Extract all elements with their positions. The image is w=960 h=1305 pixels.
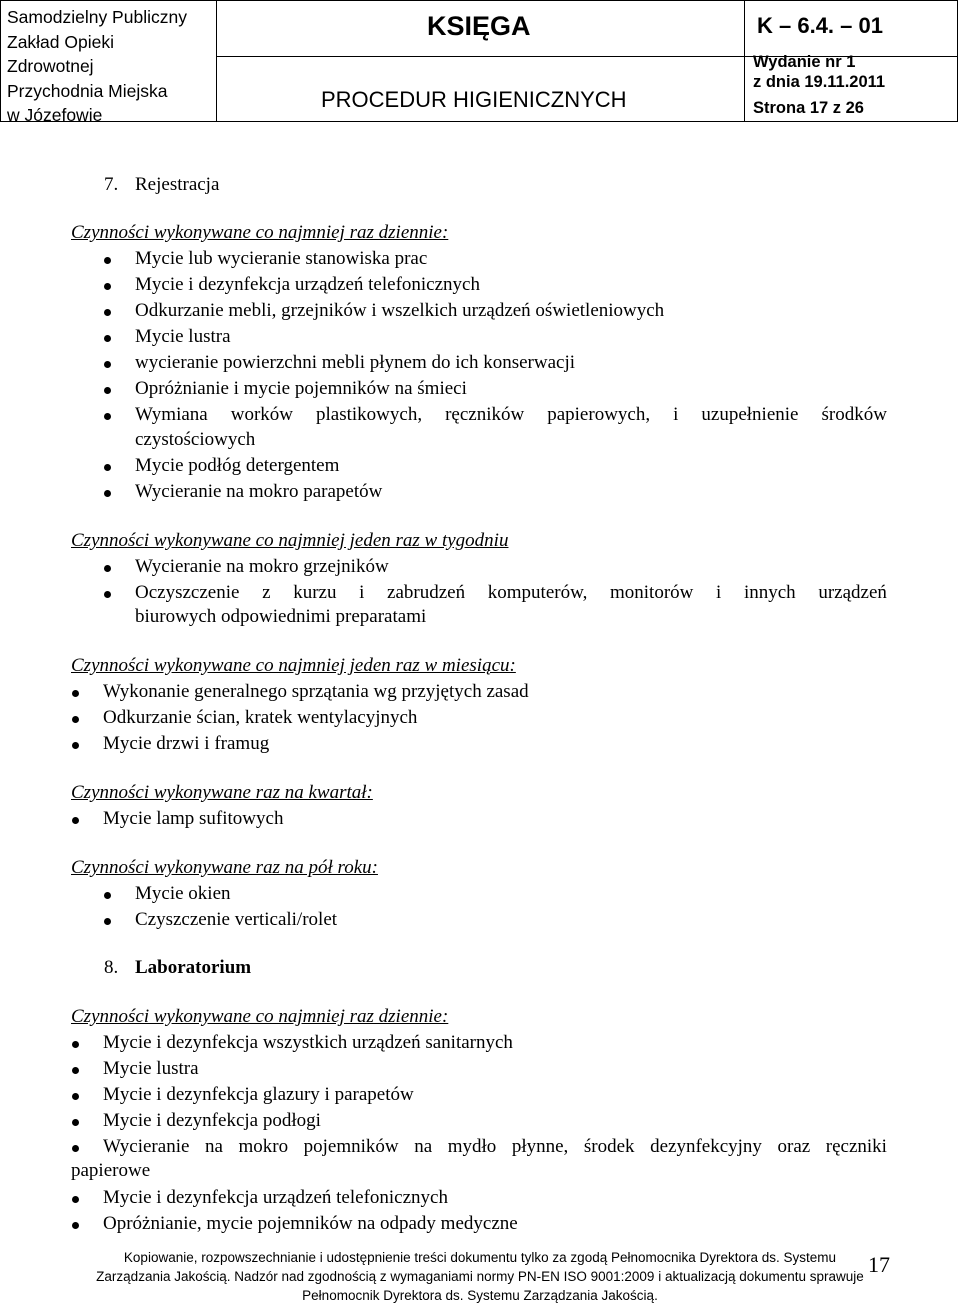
list-item: Mycie i dezynfekcja urządzeń telefonicznych — [103, 1187, 448, 1208]
page-footer — [0, 1248, 960, 1305]
word: kurzu — [293, 582, 337, 603]
bullet-icon — [72, 1222, 79, 1229]
word: środek — [583, 1136, 635, 1157]
edition-number: Wydanie nr 1 — [753, 53, 856, 71]
word: innych — [743, 582, 796, 603]
bullet-icon — [104, 490, 111, 497]
footer-line: Kopiowanie, rozpowszechnianie i udostępnienie treści dokumentu tylko za zgodą Pełnomocnika Dyrektora ds. Systemu — [123, 1250, 837, 1265]
list-item: Mycie lub wycieranie stanowiska prac — [135, 248, 428, 269]
org-name-line: Zakład Opieki — [7, 31, 114, 52]
frequency-heading: Czynności wykonywane raz na kwartał: — [71, 782, 373, 803]
word: komputerów, — [487, 582, 588, 603]
org-name-line: Zdrowotnej — [7, 56, 94, 76]
word: ręczniki — [825, 1136, 887, 1157]
word: z — [262, 582, 271, 603]
bullet-icon — [72, 1067, 79, 1074]
list-item: Wycieranie na mokro parapetów — [135, 481, 383, 502]
meta-cell — [745, 1, 957, 121]
word: uzupełnienie — [701, 404, 799, 425]
bullet-icon — [72, 1093, 79, 1100]
list-item: Mycie i dezynfekcja podłogi — [103, 1110, 321, 1131]
org-name-line: Przychodnia Miejska — [7, 80, 168, 101]
footer-line: Zarządzania Jakością. Nadzór nad zgodnością z wymaganiami normy PN-EN ISO 9001:2009 i aktualizacją dokumentu sprawuje — [96, 1269, 864, 1284]
bullet-icon — [104, 413, 111, 420]
section-number: 8. — [104, 957, 119, 978]
list-item-justified — [135, 582, 887, 604]
bullet-icon — [72, 716, 79, 723]
list-item-continuation: biurowych odpowiednimi preparatami — [135, 606, 427, 627]
list-item: Mycie lustra — [135, 326, 231, 347]
page-number: 17 — [868, 1252, 890, 1277]
list-item: Wycieranie na mokro grzejników — [135, 556, 389, 577]
edition-info — [753, 52, 885, 92]
document-header — [0, 0, 958, 125]
frequency-heading: Czynności wykonywane co najmniej raz dziennie: — [71, 1006, 449, 1027]
list-item: Opróżnianie, mycie pojemników na odpady medyczne — [103, 1213, 518, 1234]
bullet-icon — [104, 918, 111, 925]
word: Wycieranie — [103, 1136, 190, 1157]
list-item: Mycie drzwi i framug — [103, 733, 270, 754]
bullet-icon — [104, 565, 111, 572]
list-item: Mycie lustra — [103, 1058, 199, 1079]
list-item: Mycie okien — [135, 883, 231, 904]
bullet-icon — [104, 464, 111, 471]
list-item: Czyszczenie verticali/rolet — [135, 909, 338, 930]
document-title: KSIĘGA — [427, 11, 531, 41]
footer-line: Pełnomocnik Dyrektora ds. Systemu Zarządzania Jakością. — [302, 1288, 658, 1303]
word: zabrudzeń — [387, 582, 466, 603]
list-item: Odkurzanie mebli, grzejników i wszelkich urządzeń oświetleniowych — [135, 300, 665, 321]
bullet-icon — [104, 361, 111, 368]
bullet-icon — [104, 335, 111, 342]
edition-date: z dnia 19.11.2011 — [753, 73, 886, 91]
list-item-continuation: czystościowych — [135, 429, 256, 450]
bullet-icon — [104, 387, 111, 394]
list-item: Mycie podłóg detergentem — [135, 455, 340, 476]
list-item-justified — [135, 404, 887, 426]
list-item: Opróżnianie i mycie pojemników na śmieci — [135, 378, 467, 399]
frequency-heading: Czynności wykonywane co najmniej jeden raz w miesiącu: — [71, 655, 516, 676]
bullet-icon — [72, 1041, 79, 1048]
bullet-icon — [72, 1119, 79, 1126]
word: i — [673, 404, 679, 425]
section-number: 7. — [104, 174, 119, 195]
list-item: Mycie i dezynfekcja glazury i parapetów — [103, 1084, 414, 1105]
frequency-heading: Czynności wykonywane co najmniej raz dziennie: — [71, 222, 449, 243]
word: Wymiana — [135, 404, 208, 425]
word: plastikowych, — [316, 404, 423, 425]
title-cell — [217, 1, 745, 121]
word: środków — [821, 404, 887, 425]
word: i — [359, 582, 365, 603]
word: papierowych, — [547, 404, 651, 425]
word: dezynfekcyjny — [650, 1136, 762, 1157]
bullet-icon — [104, 309, 111, 316]
list-item-justified — [103, 1136, 887, 1158]
organization-cell — [1, 1, 217, 125]
bullet-icon — [104, 283, 111, 290]
word: worków — [230, 404, 293, 425]
list-item: wycieranie powierzchni mebli płynem do ich konserwacji — [135, 352, 576, 373]
document-subtitle: PROCEDUR HIGIENICZNYCH — [321, 87, 627, 112]
word: mydło — [447, 1136, 497, 1157]
word: ręczników — [445, 404, 525, 425]
org-name-line: Samodzielny Publiczny — [7, 7, 187, 27]
list-item-continuation: papierowe — [71, 1160, 151, 1181]
word: płynne, — [511, 1136, 569, 1157]
list-item: Odkurzanie ścian, kratek wentylacyjnych — [103, 707, 418, 728]
word: urządzeń — [818, 582, 887, 603]
page-info: Strona 17 z 26 — [753, 99, 864, 117]
document-code: K – 6.4. – 01 — [757, 13, 883, 38]
bullet-icon — [104, 591, 111, 598]
bullet-icon — [72, 1145, 79, 1152]
list-item: Wykonanie generalnego sprzątania wg przyjętych zasad — [103, 681, 529, 702]
word: monitorów — [609, 582, 694, 603]
bullet-icon — [72, 817, 79, 824]
word: na — [414, 1136, 433, 1157]
word: mokro — [238, 1136, 289, 1157]
word: Oczyszczenie — [135, 582, 240, 603]
frequency-heading: Czynności wykonywane raz na pół roku: — [71, 857, 378, 878]
section-title: Rejestracja — [135, 174, 220, 195]
bullet-icon — [72, 690, 79, 697]
list-item: Mycie i dezynfekcja wszystkich urządzeń sanitarnych — [103, 1032, 513, 1053]
word: i — [716, 582, 722, 603]
bullet-icon — [104, 257, 111, 264]
bullet-icon — [72, 1196, 79, 1203]
word: na — [204, 1136, 223, 1157]
list-item: Mycie lamp sufitowych — [103, 808, 284, 829]
section-title: Laboratorium — [135, 957, 252, 978]
bullet-icon — [72, 742, 79, 749]
word: oraz — [777, 1136, 811, 1157]
word: pojemników — [303, 1136, 399, 1157]
list-item: Mycie i dezynfekcja urządzeń telefonicznych — [135, 274, 480, 295]
bullet-icon — [104, 892, 111, 899]
frequency-heading: Czynności wykonywane co najmniej jeden raz w tygodniu — [71, 530, 509, 551]
org-name-line: w Józefowie — [7, 105, 103, 125]
